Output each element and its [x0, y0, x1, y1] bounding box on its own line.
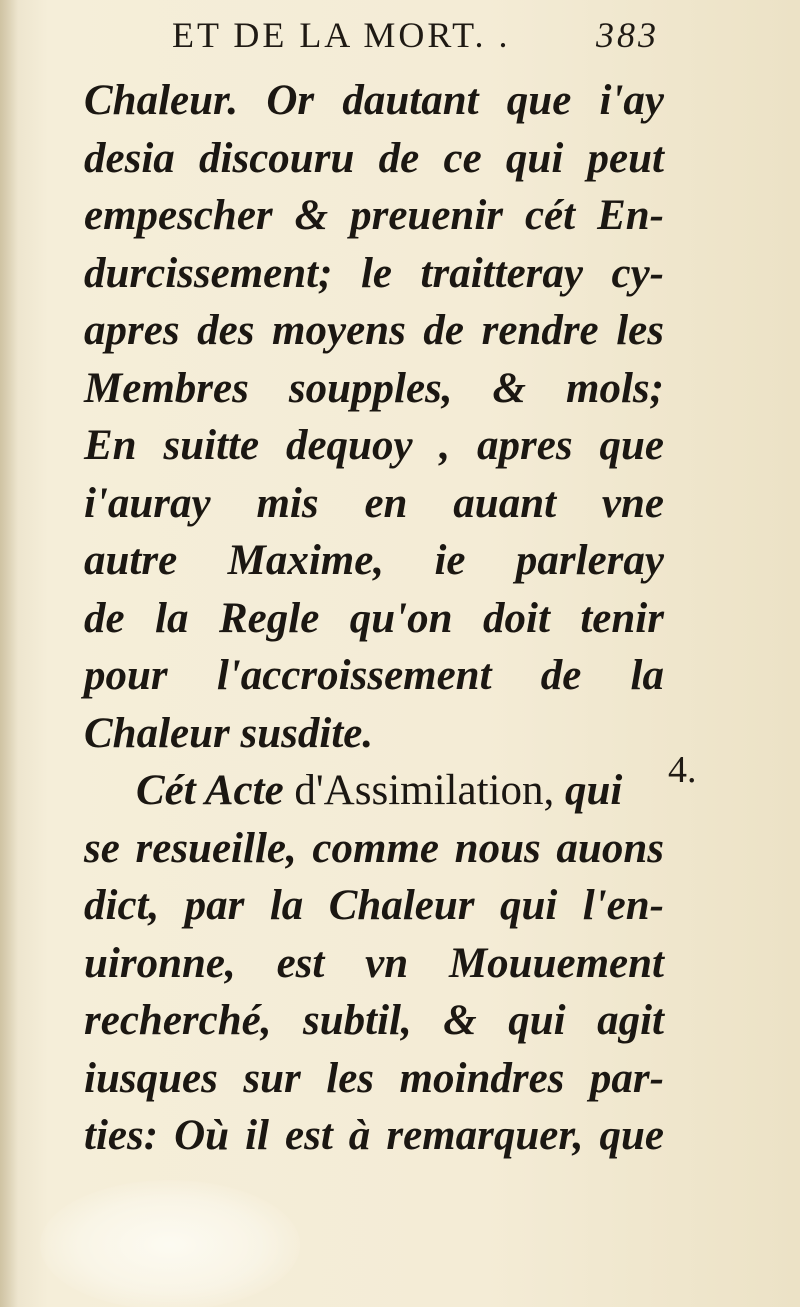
text-line: dict, par la Chaleur qui l'en-: [84, 882, 664, 929]
text-line: de la Regle qu'on doit tenir: [84, 594, 664, 642]
text-line: iusques sur les moindres par-: [84, 1054, 664, 1102]
line-italic-part: Cét Acte: [136, 767, 284, 814]
text-line: i'auray mis en auant vne: [84, 479, 664, 527]
paragraph-start-line: [84, 762, 664, 820]
text-line: Chaleur susdite.: [84, 709, 374, 757]
text-line: durcissement; le traitteray cy-: [84, 249, 664, 297]
page-number: 383: [596, 15, 659, 55]
text-line: empescher & preuenir cét En-: [84, 192, 664, 239]
text-line: apres des moyens de rendre les: [84, 307, 664, 354]
margin-section-number: 4.: [668, 749, 697, 791]
running-head: ET DE LA MORT. .: [172, 15, 511, 55]
text-line: En suitte dequoy , apres que: [84, 422, 664, 469]
line-roman-part: d'Assimilation,: [283, 767, 555, 814]
text-line: desia discouru de ce qui peut: [84, 134, 664, 182]
text-line: autre Maxime, ie parleray: [84, 537, 664, 584]
text-line: Membres soupples, & mols;: [84, 364, 664, 412]
text-line: se resueille, comme nous auons: [84, 824, 664, 872]
text-line: recherché, subtil, & qui agit: [84, 997, 664, 1044]
text-line: Chaleur. Or dautant que i'ay: [84, 77, 664, 124]
page-header: [172, 14, 659, 64]
text-line: ties: Où il est à remarquer, que: [84, 1112, 664, 1159]
text-line: pour l'accroissement de la: [84, 652, 664, 699]
body-text: [84, 72, 664, 1165]
paper-stain: [40, 1180, 300, 1307]
line-italic-tail: qui: [554, 767, 623, 814]
text-line: uironne, est vn Mouuement: [84, 939, 664, 987]
